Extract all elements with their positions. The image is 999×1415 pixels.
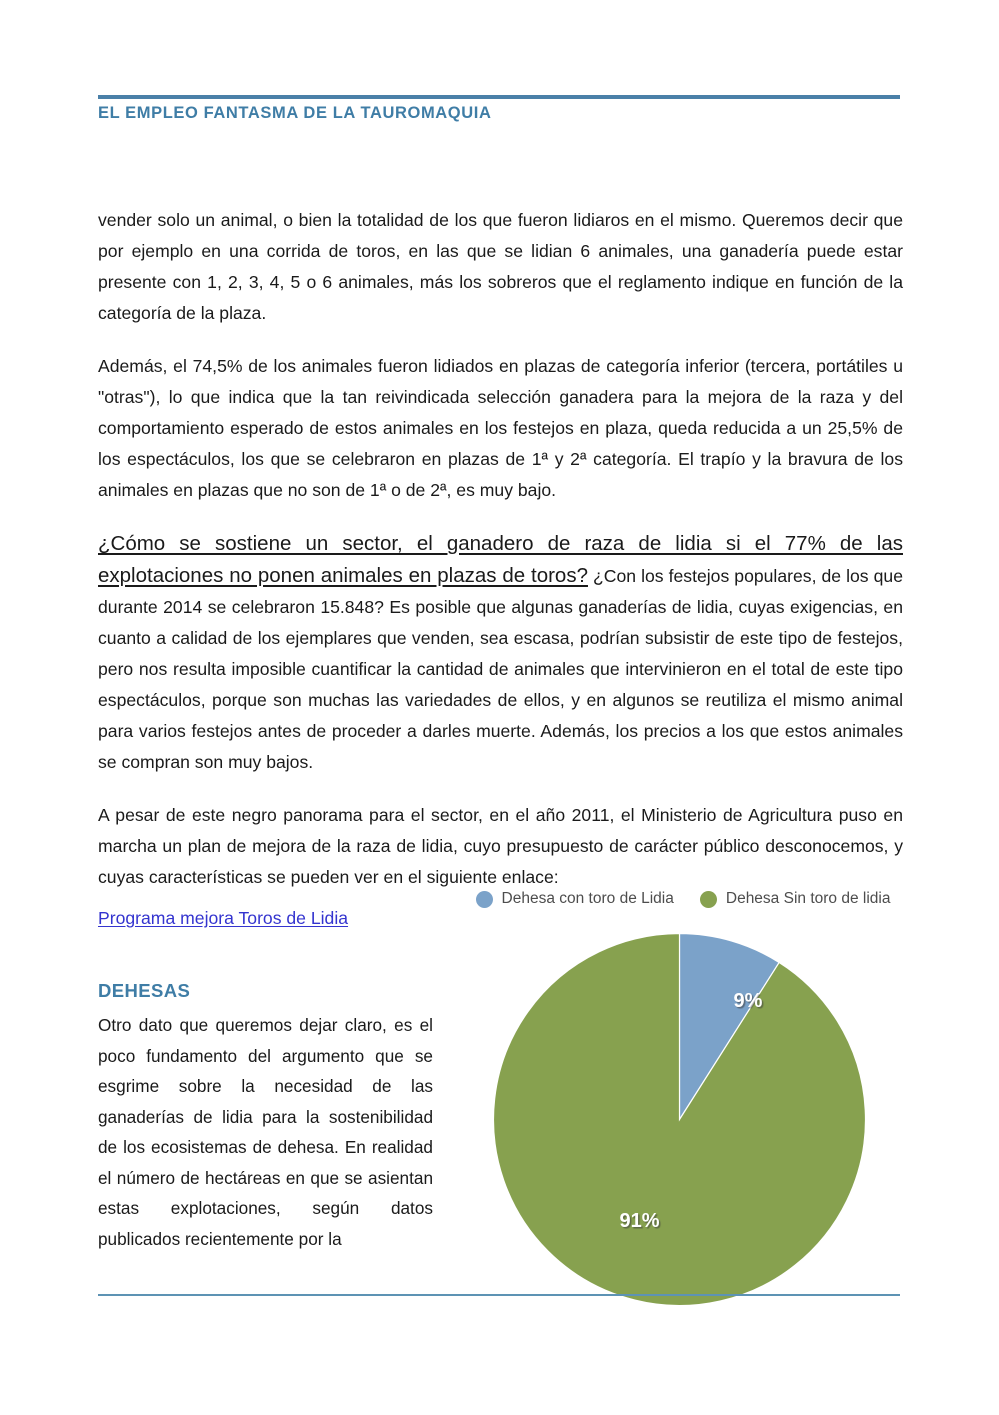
- legend-item-0: [476, 890, 674, 908]
- document-body: [98, 205, 903, 893]
- pie-label-1: 91%: [619, 1210, 660, 1232]
- pie-chart-block: [448, 884, 910, 1304]
- paragraph-1: vender solo un animal, o bien la totalidad de los que fueron lidiaros en el mismo. Queremos decir que por ejemplo en una corrida de toros, en las que se lidian 6 animales, una ganadería puede estar presente con 1, 2, 3, 4, 5 o 6 animales, más los sobreros que el reglamento indique en función de la categoría de la plaza.: [98, 210, 903, 323]
- legend-item-1: [700, 890, 891, 908]
- pie-chart: [492, 932, 867, 1307]
- page-header-title: EL EMPLEO FANTASMA DE LA TAUROMAQUIA: [98, 104, 492, 122]
- paragraph-4: A pesar de este negro panorama para el sector, en el año 2011, el Ministerio de Agricultura puso en marcha un plan de mejora de la raza de lidia, cuyo presupuesto de carácter público desconocemos, y cuyas características se pueden ver en el siguiente enlace:: [98, 805, 903, 887]
- legend-swatch-icon-1: [700, 891, 717, 908]
- dehesas-heading: DEHESAS: [98, 980, 191, 1001]
- chart-legend: [448, 884, 910, 914]
- pie-svg: [492, 932, 867, 1307]
- link-row: [98, 908, 348, 929]
- paragraph-3: [98, 528, 903, 778]
- dehesas-column: [98, 980, 433, 1254]
- footer-rule: [98, 1294, 900, 1296]
- legend-label-0: Dehesa con toro de Lidia: [501, 890, 674, 907]
- paragraph-2: Además, el 74,5% de los animales fueron lidiados en plazas de categoría inferior (tercera, portátiles u "otras"), lo que indica que la tan reivindicada selección ganadera para la mejora de la raza y del comportamiento esperado de estos animales en los festejos en plaza, queda reducida a un 25,5% de los espectáculos, los que se celebraron en plazas de 1ª y 2ª categoría. El trapío y la bravura de los animales en plazas que no son de 1ª o de 2ª, es muy bajo.: [98, 356, 903, 500]
- question-rest: ¿Con los festejos populares, de los que durante 2014 se celebraron 15.848? Es posible que algunas ganaderías de lidia, cuyas exigencias, en cuanto a calidad de los ejemplares que venden, sea escasa, podrían subsistir de este tipo de festejos, pero nos resulta imposible cuantificar la cantidad de animales que intervinieron en el total de este tipo espectáculos, porque son muchas las variedades de ellos, y en algunos se reutiliza el mismo animal para varios festejos antes de proceder a darles muerte. Además, los precios a los que estos animales se compran son muy bajos.: [98, 566, 903, 772]
- programa-mejora-link[interactable]: Programa mejora Toros de Lidia: [98, 908, 349, 928]
- dehesas-paragraph: Otro dato que queremos dejar claro, es el poco fundamento del argumento que se esgrime sobre la necesidad de las ganaderías de lidia para la sostenibilidad de los ecosistemas de dehesa. En realidad el número de hectáreas en que se asientan estas explotaciones, según datos publicados recientemente por la: [98, 1015, 433, 1249]
- question-lead: ¿Cómo se sostiene un sector, el ganadero de raza de lidia si el 77% de las explotaciones no ponen animales en plazas de toros?: [98, 532, 903, 587]
- header-rule: [98, 95, 900, 99]
- legend-swatch-icon-0: [476, 891, 493, 908]
- pie-label-0: 9%: [733, 990, 763, 1012]
- pie-slice-1: [493, 934, 865, 1306]
- legend-label-1: Dehesa Sin toro de lidia: [725, 890, 891, 907]
